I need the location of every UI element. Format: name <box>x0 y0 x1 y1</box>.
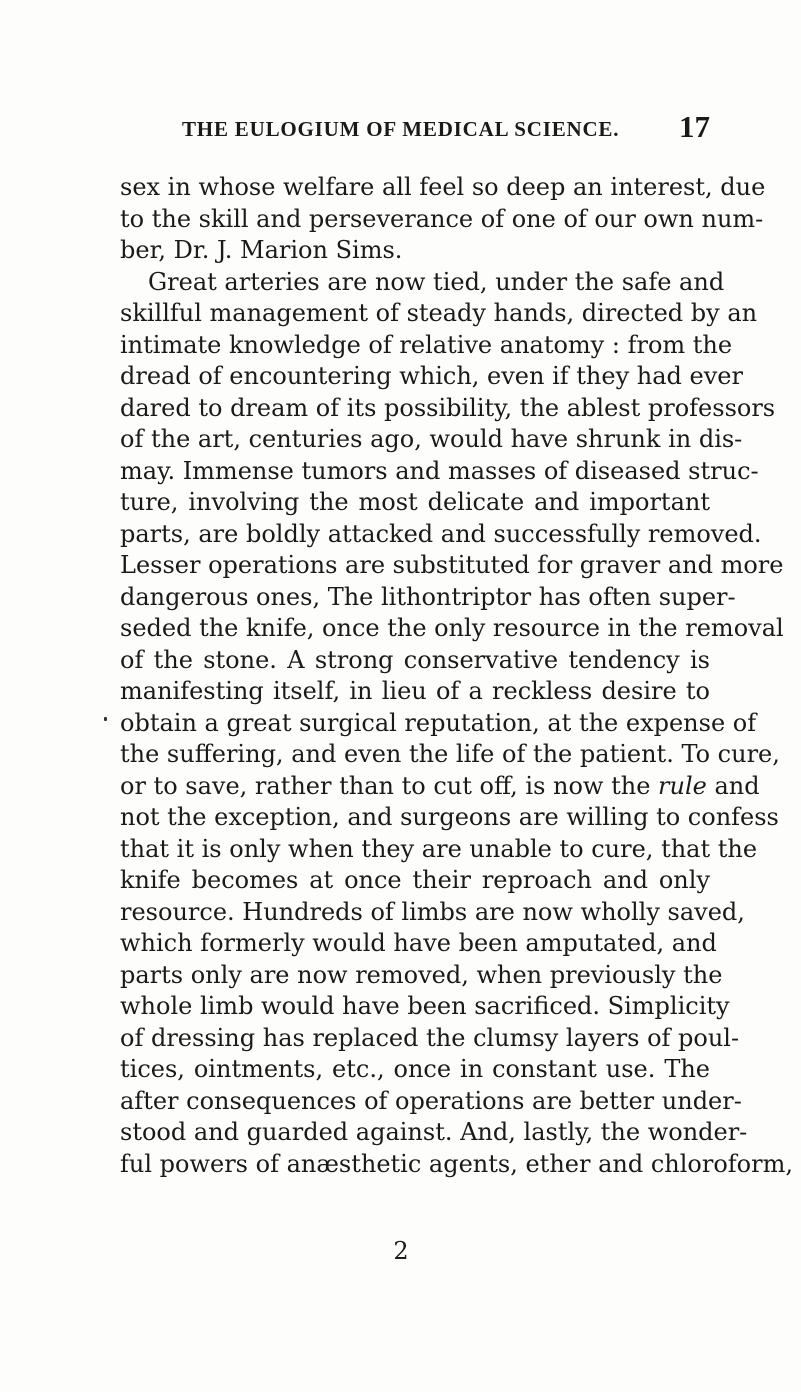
text-segment: and <box>706 771 760 800</box>
text-line: resource. Hundreds of limbs are now wholly saved, <box>120 897 745 926</box>
text-line: to the skill and perseverance of one of our own num- <box>120 204 764 233</box>
text-line: ber, Dr. J. Marion Sims. <box>120 236 403 264</box>
body-text <box>120 172 793 1180</box>
italic-word: rule <box>658 771 707 800</box>
running-title: THE EULOGIUM OF MEDICAL SCIENCE. <box>182 117 620 141</box>
page-number: 17 <box>679 109 710 144</box>
text-line: not the exception, and surgeons are willing to confess <box>120 803 779 831</box>
text-line: obtain a great surgical reputation, at the expense of <box>120 708 757 737</box>
text-line: dread of encountering which, even if they had ever <box>120 362 743 390</box>
text-line: parts, are boldly attacked and successfully removed. <box>120 519 762 548</box>
text-line: may. Immense tumors and masses of diseased struc- <box>120 456 759 485</box>
text-line: dangerous ones, The lithontriptor has often super- <box>120 582 736 611</box>
text-line: sex in whose welfare all feel so deep an interest, due <box>120 173 766 201</box>
print-speck <box>104 717 107 721</box>
text-line: Great arteries are now tied, under the safe and <box>148 267 725 296</box>
text-line: Lesser operations are substituted for graver and more <box>120 551 784 579</box>
text-line: parts only are now removed, when previously the <box>120 960 723 989</box>
text-line: which formerly would have been amputated, and <box>120 929 717 957</box>
text-segment: or to save, rather than to cut off, is now the <box>120 771 659 800</box>
text-line: intimate knowledge of relative anatomy : from the <box>120 330 733 359</box>
text-line: skillful management of steady hands, directed by an <box>120 299 758 327</box>
text-line: the suffering, and even the life of the patient. To cure, <box>120 740 780 768</box>
text-line: stood and guarded against. And, lastly, the wonder- <box>120 1118 748 1146</box>
text-line: that it is only when they are unable to cure, that the <box>120 834 758 863</box>
text-line: of the stone. A strong conservative tendency is <box>120 645 710 674</box>
text-line: ture, involving the most delicate and important <box>120 488 710 516</box>
text-line: knife becomes at once their reproach and only <box>120 866 710 894</box>
text-line: tices, ointments, etc., once in constant use. The <box>120 1055 710 1083</box>
text-line: whole limb would have been sacrificed. Simplicity <box>120 992 730 1020</box>
text-line: manifesting itself, in lieu of a reckless desire to <box>120 677 710 705</box>
text-line <box>120 771 760 803</box>
text-line: seded the knife, once the only resource in the removal <box>120 614 784 642</box>
text-line: of the art, centuries ago, would have shrunk in dis- <box>120 425 743 453</box>
text-line: after consequences of operations are better under- <box>120 1086 742 1115</box>
signature-mark: 2 <box>393 1237 409 1265</box>
text-line: dared to dream of its possibility, the ablest professors <box>120 393 776 422</box>
text-line: ful powers of anæsthetic agents, ether and chloroform, <box>120 1149 793 1178</box>
text-line: of dressing has replaced the clumsy layers of poul- <box>120 1023 740 1052</box>
running-head <box>120 109 710 147</box>
